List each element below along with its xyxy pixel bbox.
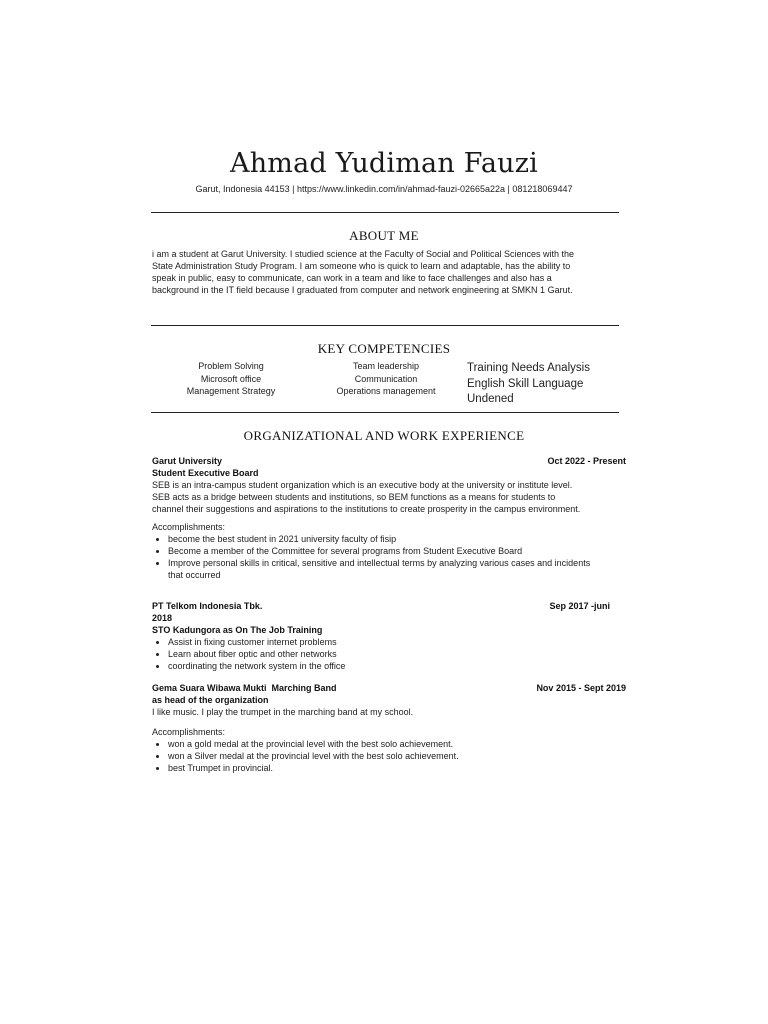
candidate-name: Ahmad Yudiman Fauzi	[230, 148, 538, 179]
entry-date: Sep 2017 -juni	[549, 601, 610, 611]
experience-title: ORGANIZATIONAL AND WORK EXPERIENCE	[243, 428, 525, 443]
entry-desc-line: channel their suggestions and aspirations to the institutions to create prosperity in the campus environment.	[152, 504, 581, 514]
competency-item: Training Needs Analysis	[467, 362, 590, 374]
entry-desc: I like music. I play the trumpet in the marching band at my school.	[152, 707, 414, 717]
competency-item: Microsoft office	[200, 373, 262, 384]
divider	[151, 212, 619, 213]
entry-year: 2018	[152, 613, 173, 623]
list-item: • best Trumpet in provincial.	[168, 762, 626, 774]
competency-item: Undened	[467, 393, 514, 405]
about-text	[152, 248, 622, 296]
competency-column-1	[171, 360, 291, 398]
entry-desc-line: SEB is an intra-campus student organization which is an executive body at the university or institute level.	[152, 480, 573, 490]
competency-item: Communication	[354, 373, 418, 384]
list-item: • Learn about fiber optic and other networks	[168, 648, 626, 660]
about-title: ABOUT ME	[349, 228, 419, 243]
divider	[151, 412, 619, 413]
task-list	[152, 636, 626, 672]
entry-role: Student Executive Board	[152, 468, 259, 478]
entry-org: Gema Suara Wibawa Mukti Marching Band	[152, 683, 337, 693]
list-item: • become the best student in 2021 university faculty of fisip	[168, 533, 626, 545]
contact-line: Garut, Indonesia 44153 | https://www.linkedin.com/in/ahmad-fauzi-02665a22a | 081218069447	[195, 184, 573, 194]
list-item: • Improve personal skills in critical, sensitive and intellectual terms by analyzing various cases and incidents that occurred	[168, 557, 626, 581]
divider	[151, 325, 619, 326]
accomplishments-list	[152, 738, 626, 774]
entry-role: STO Kadungora as On The Job Training	[152, 625, 323, 635]
entry-date: Oct 2022 - Present	[547, 456, 626, 466]
about-line: background in the IT field because I graduated from computer and network engineering at SMKN 1 Garut.	[152, 285, 573, 295]
list-item: • won a Silver medal at the provincial level with the best solo achievement.	[168, 750, 626, 762]
experience-entry-marching-band	[152, 682, 626, 774]
competency-column-2	[326, 360, 446, 398]
entry-date: Nov 2015 - Sept 2019	[536, 683, 626, 693]
about-line: i am a student at Garut University. I studied science at the Faculty of Social and Political Sciences with the	[152, 249, 575, 259]
entry-role: as head of the organization	[152, 695, 269, 705]
list-item: • Become a member of the Committee for several programs from Student Executive Board	[168, 545, 626, 557]
competency-item: English Skill Language	[467, 377, 584, 390]
accomplishments-label: Accomplishments:	[152, 727, 226, 737]
entry-desc-line: SEB acts as a bridge between students and institutions, so BEM functions as a means for students to	[152, 492, 556, 502]
competency-item: Problem Solving	[198, 361, 264, 371]
competency-column-3	[467, 361, 627, 408]
competency-item: Operations management	[336, 386, 436, 396]
accomplishments-list	[152, 533, 626, 581]
list-item: • won a gold medal at the provincial level with the best solo achievement.	[168, 738, 626, 750]
experience-entry-telkom	[152, 600, 626, 672]
accomplishments-label: Accomplishments:	[152, 522, 226, 532]
list-item: • Assist in fixing customer internet problems	[168, 636, 626, 648]
about-line: speak in public, easy to communicate, can work in a team and like to face challenges and also has a	[152, 273, 552, 283]
entry-org: Garut University	[152, 456, 223, 466]
entry-org: PT Telkom Indonesia Tbk.	[152, 601, 263, 611]
experience-entry-garut	[152, 455, 626, 581]
competencies-title: KEY COMPETENCIES	[317, 341, 451, 356]
list-item: • coordinating the network system in the office	[168, 660, 626, 672]
competency-item: Management Strategy	[186, 386, 276, 396]
about-line: State Administration Study Program. I am someone who is quick to learn and adaptable, has the ability to	[152, 261, 571, 271]
competency-item: Team leadership	[352, 361, 420, 371]
